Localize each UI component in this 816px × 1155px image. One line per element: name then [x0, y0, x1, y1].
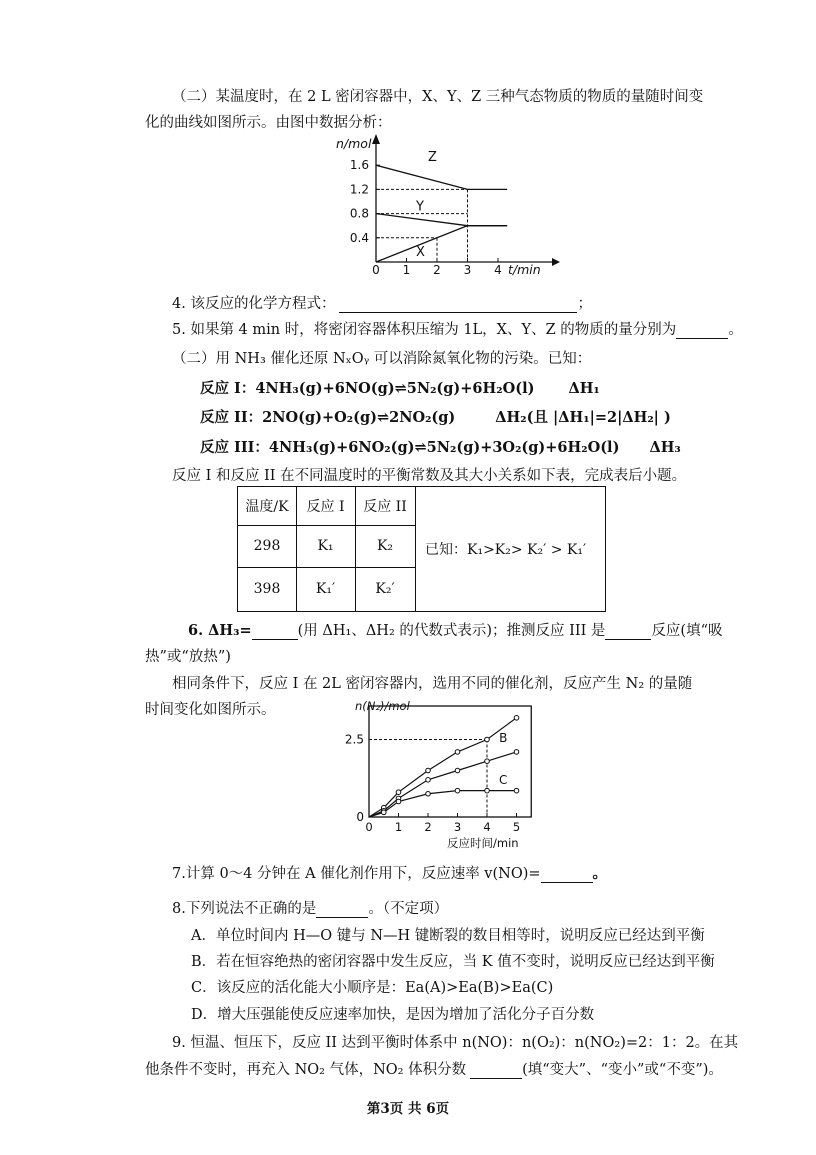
x-tick-label: 2	[433, 263, 441, 277]
q4-label: 4. 该反应的化学方程式：	[172, 296, 336, 312]
x-tick-label: 0	[372, 263, 380, 277]
y-tick-label: 0.8	[349, 206, 369, 221]
q6-line2: 热”或“放热”)	[145, 649, 231, 665]
q5-line	[172, 318, 743, 339]
reaction-1	[200, 377, 600, 398]
equilibrium-constant-table	[237, 486, 606, 612]
x-tick-label: 5	[512, 820, 521, 834]
reaction-3	[200, 436, 681, 457]
series-x-label: X	[416, 244, 425, 260]
series-b-point	[426, 778, 431, 783]
y-tick-label: 1.6	[349, 158, 369, 173]
series-x-line	[376, 226, 507, 262]
series-c-point	[485, 788, 490, 793]
y-tick-label: 2.5	[344, 732, 364, 747]
q4-line	[172, 292, 592, 313]
q5-text: 5. 如果第 4 min 时，将密闭容器体积压缩为 1L，X、Y、Z 的物质的量分别为	[172, 322, 677, 338]
q9-line2	[145, 1058, 723, 1079]
q8-option-d: D．增大压强能使反应速率加快，是因为增加了活化分子百分数	[191, 1007, 595, 1023]
q8-option-c: C．该反应的活化能大小顺序是：Ea(A)>Ea(B)>Ea(C)	[191, 980, 554, 996]
reaction-2	[200, 406, 671, 427]
q8-line	[172, 897, 448, 918]
cell-k1-prime: K₁′	[315, 581, 336, 597]
q8-text: 8.下列说法不正确的是	[172, 901, 317, 917]
x-axis-arrow	[552, 258, 560, 266]
part3-line1: 相同条件下，反应 I 在 2L 密闭容器内，选用不同的催化剂，反应产生 N₂ 的量随	[172, 676, 693, 692]
q4-end: ；	[577, 296, 592, 312]
q9-text-c: (填“变大”、“变小”或“不变”)。	[522, 1062, 723, 1078]
series-b-point	[514, 750, 519, 755]
r1-dh: ΔH₁	[568, 380, 600, 397]
x-tick-label: 1	[402, 263, 411, 277]
q8-option-a: A．单位时间内 H—O 键与 N—H 键断裂的数目相等时，说明反应已经达到平衡	[191, 928, 705, 944]
x-tick-label: 3	[453, 820, 462, 834]
th-temp: 温度/K	[245, 499, 289, 515]
r1-equation: 4NH₃(g)+6NO(g)⇌5N₂(g)+6H₂O(l)	[255, 380, 535, 397]
x-tick-label: 4	[483, 820, 491, 834]
x-axis-title: t/min	[508, 262, 541, 277]
r2-equation: 2NO(g)+O₂(g)⇌2NO₂(g)	[262, 409, 456, 426]
x-tick-label: 2	[424, 820, 432, 834]
r2-label: 反应 II：	[200, 409, 263, 426]
series-a-line	[369, 718, 517, 817]
series-z-label: Z	[428, 150, 437, 166]
q8-text-b: 。（不定项）	[368, 901, 449, 917]
series-a-point	[485, 737, 490, 742]
series-b-point	[485, 759, 490, 764]
table-intro: 反应 I 和反应 II 在不同温度时的平衡常数及其大小关系如下表，完成表后小题。	[172, 468, 687, 484]
series-a-point	[514, 716, 519, 721]
x-tick-label: 4	[494, 263, 502, 277]
page-footer: 第3页 共 6页	[366, 1101, 450, 1117]
q6-line1	[188, 619, 723, 640]
q7-answer-blank[interactable]	[541, 868, 593, 883]
y-tick-label: 0.4	[349, 230, 369, 245]
series-b-point	[455, 768, 460, 773]
q8-answer-blank[interactable]	[316, 903, 368, 918]
series-c-point	[396, 799, 401, 804]
q6-text-b: (用 ΔH₁、ΔH₂ 的代数式表示)；推测反应 III 是	[297, 623, 606, 639]
series-y-line	[376, 214, 507, 226]
k-relation-note: 已知：K₁>K₂> K₂′ > K₁′	[425, 542, 587, 558]
part2-intro: （二）用 NH₃ 催化还原 NₓOᵧ 可以消除氮氧化物的污染。已知：	[172, 351, 592, 367]
r3-equation: 4NH₃(g)+6NO₂(g)⇌5N₂(g)+3O₂(g)+6H₂O(l)	[268, 439, 620, 456]
q7-end: 。	[592, 865, 608, 882]
y-axis-title: n/mol	[336, 136, 372, 151]
th-reaction-1: 反应 I	[306, 499, 345, 515]
series-c-point	[514, 788, 519, 793]
q5-end: 。	[728, 322, 743, 338]
series-b-label: B	[499, 730, 508, 745]
y-tick-label: 1.2	[349, 182, 369, 197]
x-axis-title: 反应时间/min	[447, 836, 519, 850]
series-y-label: Y	[416, 199, 424, 215]
r3-label: 反应 III：	[200, 439, 269, 456]
series-a-point	[426, 768, 431, 773]
part1-intro-line2: 化的曲线如图所示。由图中数据分析：	[145, 115, 392, 131]
series-c-point	[381, 810, 386, 815]
r2-dh: ΔH₂(且 |ΔH₁|=2|ΔH₂| )	[495, 409, 671, 426]
cell-k1: K₁	[317, 538, 334, 554]
r3-dh: ΔH₃	[649, 439, 681, 456]
series-c-label: C	[499, 772, 508, 787]
q7-line	[172, 862, 607, 883]
part3-line2: 时间变化如图所示。	[145, 702, 276, 718]
y-axis-title: n(N₂)/mol	[355, 700, 410, 713]
cell-t1: 298	[253, 538, 281, 554]
chart-n2-catalysts	[325, 700, 545, 852]
cell-t2: 398	[253, 581, 281, 597]
x-tick-label: 0	[365, 820, 373, 834]
series-a-point	[396, 790, 401, 795]
series-a-label	[499, 700, 508, 702]
q5-answer-blank[interactable]	[676, 324, 728, 339]
q9-line1: 9. 恒温、恒压下，反应 II 达到平衡时体系中 n(NO)：n(O₂)：n(NO₂)=2：1：2。在其	[172, 1035, 739, 1051]
series-c-point	[426, 791, 431, 796]
q9-text-b: 他条件不变时，再充入 NO₂ 气体，NO₂ 体积分数	[145, 1062, 467, 1078]
q6-blank-2[interactable]	[605, 625, 651, 640]
cell-k2: K₂	[376, 538, 394, 554]
series-a-point	[455, 750, 460, 755]
series-z-line	[376, 165, 507, 189]
th-reaction-2: 反应 II	[363, 499, 407, 515]
part1-intro-line1: （二）某温度时，在 2 L 密闭容器中，X、Y、Z 三种气态物质的物质的量随时间变	[172, 89, 704, 105]
series-c-point	[455, 788, 460, 793]
plot-frame	[369, 706, 531, 817]
cell-k2-prime: K₂′	[375, 581, 395, 597]
y-axis-arrow	[372, 134, 380, 144]
q8-option-b: B．若在恒容绝热的密闭容器中发生反应，当 K 值不变时，说明反应已经达到平衡	[191, 954, 715, 970]
q6-blank-1[interactable]	[252, 625, 298, 640]
q4-answer-blank[interactable]	[339, 298, 577, 313]
q9-answer-blank[interactable]	[470, 1064, 522, 1079]
y-tick-label: 0	[356, 810, 364, 824]
q6-label: 6. ΔH₃=	[188, 622, 252, 639]
x-tick-label: 3	[463, 263, 472, 277]
chart-xyz	[330, 128, 570, 278]
x-tick-label: 1	[394, 820, 403, 834]
q7-text: 7.计算 0～4 分钟在 A 催化剂作用下，反应速率 v(NO)=	[172, 866, 541, 882]
r1-label: 反应 I：	[200, 380, 256, 397]
q6-text-c: 反应(填“吸	[651, 623, 723, 639]
